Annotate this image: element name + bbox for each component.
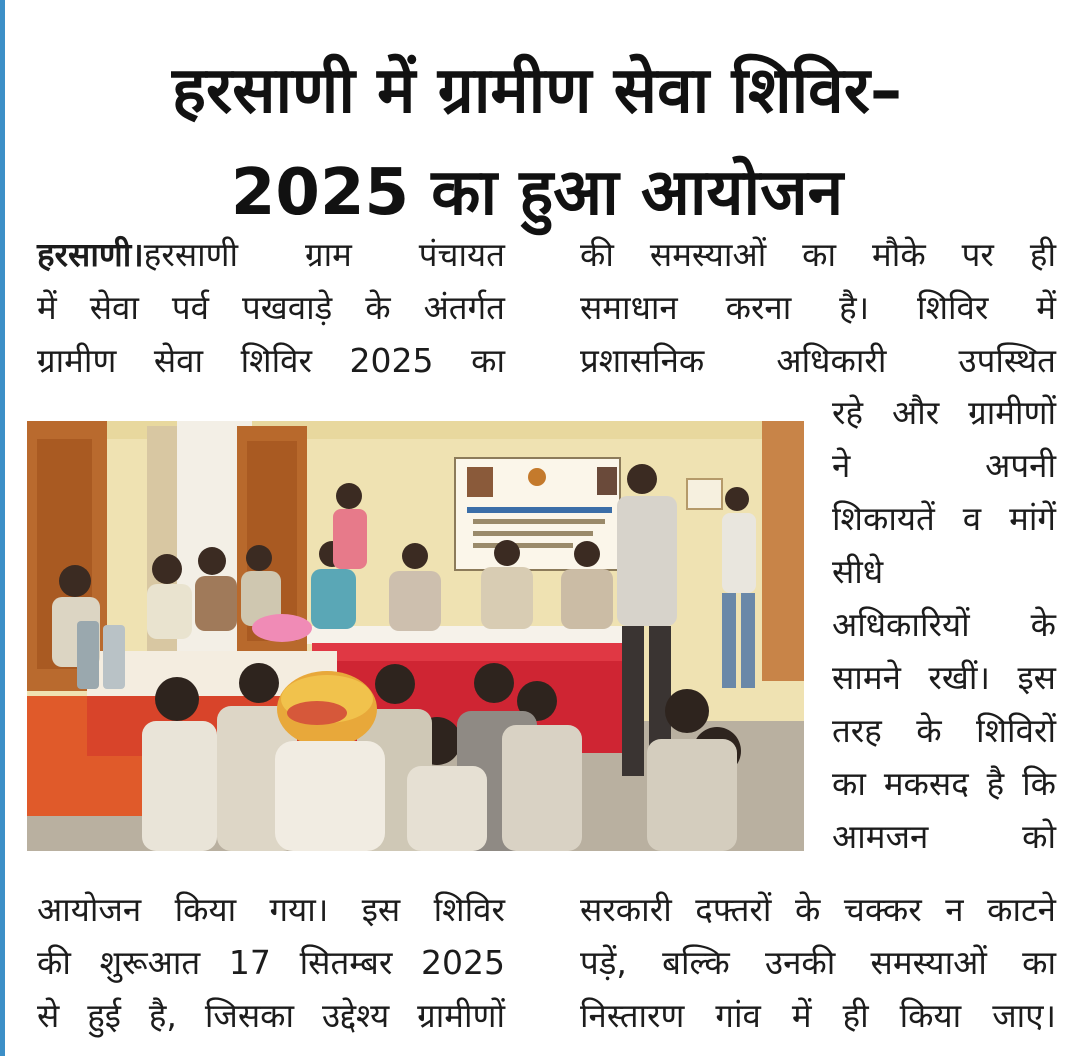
- col1-line-4: आयोजन किया गया। इस शिविर: [37, 890, 505, 929]
- col1-line-5: की शुरूआत 17 सितम्बर 2025: [37, 943, 505, 982]
- col1-line-1-text: हरसाणी ग्राम पंचायत: [143, 235, 505, 274]
- dateline: हरसाणी।: [37, 235, 144, 274]
- col2-line-4: सरकारी दफ्तरों के चक्कर न काटने: [580, 890, 1056, 929]
- col2-side-line-6: सामने रखीं। इस: [832, 658, 1056, 697]
- col2-side-line-1: रहे और ग्रामीणों: [832, 393, 1056, 432]
- col2-side-line-3: शिकायतें व मांगें: [832, 499, 1056, 538]
- headline-line-2: 2025 का हुआ आयोजन: [230, 155, 844, 230]
- col1-line-2: में सेवा पर्व पखवाड़े के अंतर्गत: [37, 288, 505, 327]
- col2-side-line-5: अधिकारियों के: [832, 605, 1056, 644]
- col1-line-1: [37, 235, 505, 274]
- event-photo: [27, 421, 804, 851]
- col2-side-line-4: सीधे: [832, 552, 884, 591]
- page-accent-rule: [0, 0, 5, 1056]
- col2-line-3: प्रशासनिक अधिकारी उपस्थित: [580, 341, 1056, 380]
- col2-side-line-9: आमजन को: [832, 817, 1056, 856]
- col2-line-6: निस्तारण गांव में ही किया जाए।: [580, 996, 1056, 1035]
- col2-line-5: पड़ें, बल्कि उनकी समस्याओं का: [580, 943, 1056, 982]
- col2-side-line-7: तरह के शिविरों: [832, 711, 1056, 750]
- headline-line-1: हरसाणी में ग्रामीण सेवा शिविर–: [172, 53, 902, 128]
- col2-side-line-2: ने अपनी: [832, 446, 1056, 485]
- col2-line-2: समाधान करना है। शिविर में: [580, 288, 1056, 327]
- col1-line-6: से हुई है, जिसका उद्देश्य ग्रामीणों: [37, 996, 505, 1035]
- col2-line-1: की समस्याओं का मौके पर ही: [580, 235, 1056, 274]
- col1-line-3: ग्रामीण सेवा शिविर 2025 का: [37, 341, 505, 380]
- col2-side-line-8: का मकसद है कि: [832, 764, 1056, 803]
